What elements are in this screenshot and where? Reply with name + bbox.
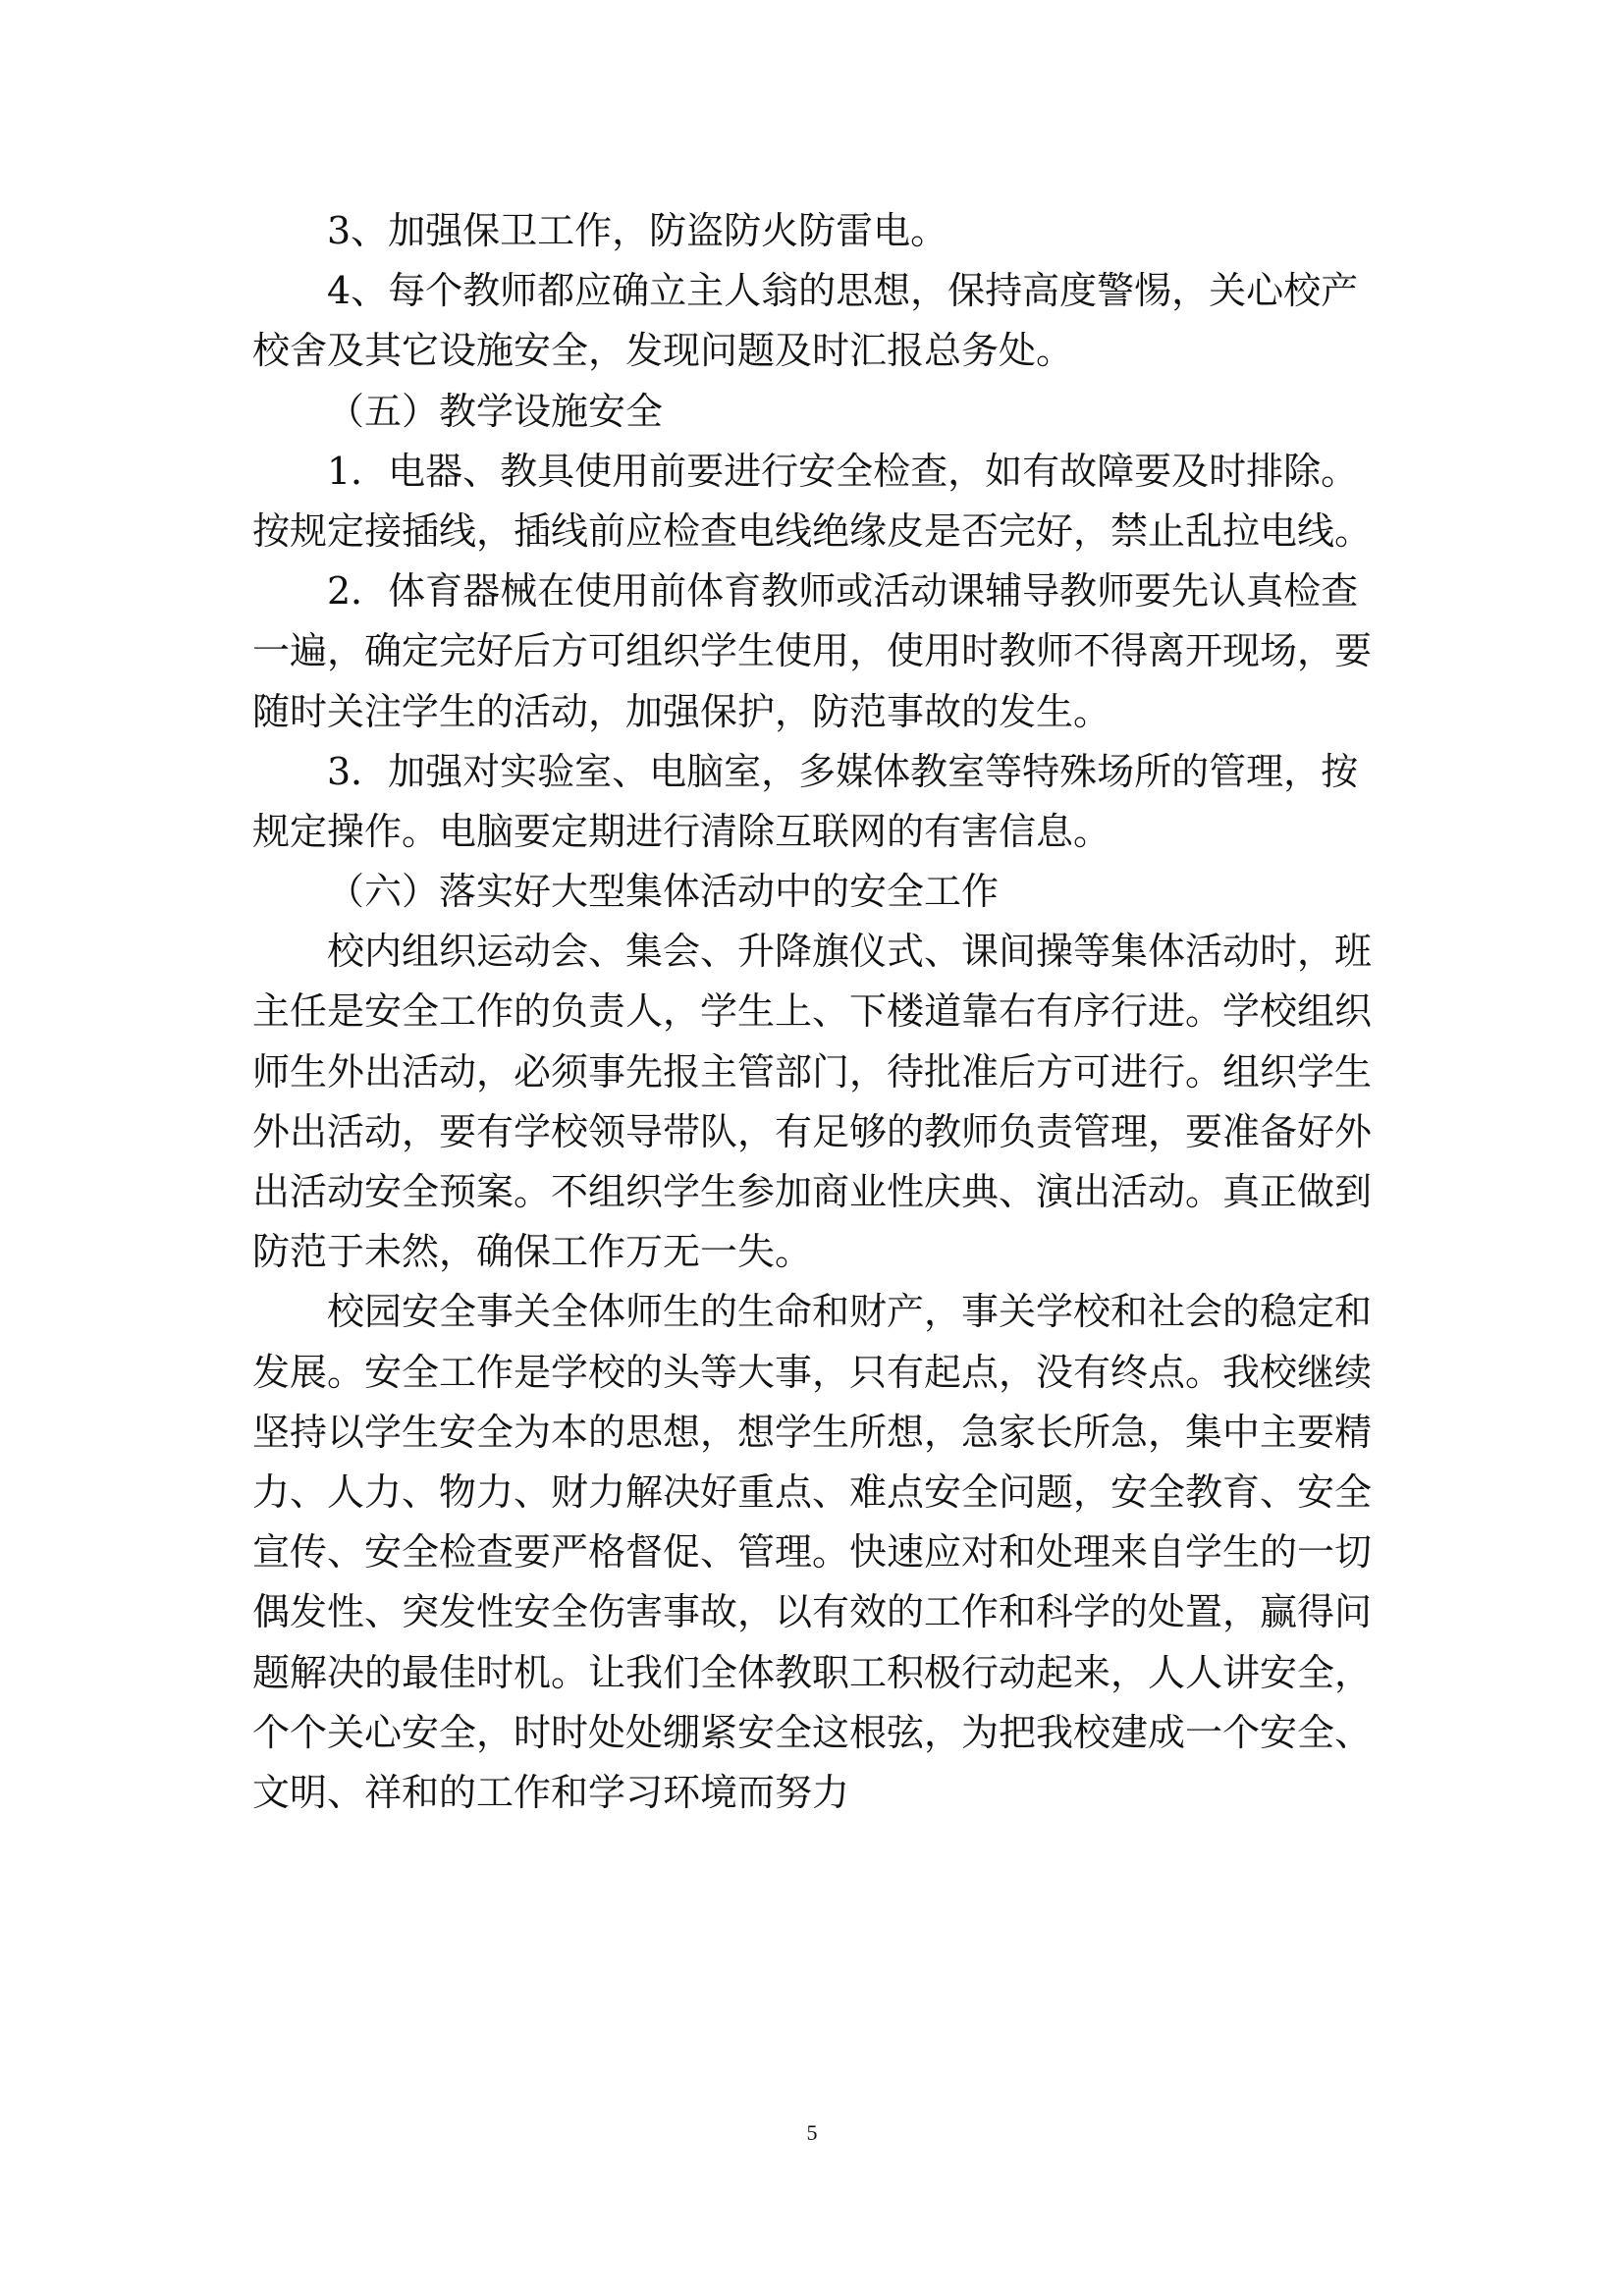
text-line: 师生外出活动，必须事先报主管部门，待批准后方可进行。组织学生: [252, 1049, 1373, 1094]
text-line: 3．加强对实验室、电脑室，多媒体教室等特殊场所的管理，按: [327, 749, 1359, 793]
text-line: 坚持以学生安全为本的思想，想学生所想，急家长所急，集中主要精: [252, 1410, 1373, 1454]
text-line: 校园安全事关全体师生的生命和财产，事关学校和社会的稳定和: [327, 1290, 1373, 1334]
text-line: 一遍，确定完好后方可组织学生使用，使用时教师不得离开现场，要: [252, 629, 1373, 673]
section-heading: （六）落实好大型集体活动中的安全工作: [327, 870, 1000, 914]
text-line: 4、每个教师都应确立主人翁的思想，保持高度警惕，关心校产: [327, 269, 1359, 313]
text-line: 偶发性、突发性安全伤害事故，以有效的工作和科学的处置，赢得问: [252, 1590, 1373, 1634]
text-line: 发展。安全工作是学校的头等大事，只有起点，没有终点。我校继续: [252, 1350, 1373, 1394]
text-line: 主任是安全工作的负责人，学生上、下楼道靠右有序行进。学校组织: [252, 989, 1373, 1034]
text-line: 1．电器、教具使用前要进行安全检查，如有故障要及时排除。: [327, 449, 1359, 493]
text-line: 按规定接插线，插线前应检查电线绝缘皮是否完好，禁止乱拉电线。: [252, 508, 1373, 553]
text-line: 出活动安全预案。不组织学生参加商业性庆典、演出活动。真正做到: [252, 1170, 1373, 1213]
text-line: 规定操作。电脑要定期进行清除互联网的有害信息。: [252, 809, 1111, 853]
text-line: 文明、祥和的工作和学习环境而努力: [252, 1770, 850, 1814]
text-line: 防范于未然，确保工作万无一失。: [252, 1230, 813, 1274]
text-line: 随时关注学生的活动，加强保护，防范事故的发生。: [252, 689, 1111, 733]
text-line: 个个关心安全，时时处处绷紧安全这根弦，为把我校建成一个安全、: [252, 1710, 1373, 1754]
text-line: 校舍及其它设施安全，发现问题及时汇报总务处。: [252, 329, 1074, 373]
text-line: 校内组织运动会、集会、升降旗仪式、课间操等集体活动时，班: [327, 930, 1373, 974]
text-line: 力、人力、物力、财力解决好重点、难点安全问题，安全教育、安全: [252, 1469, 1373, 1514]
text-line: 2．体育器械在使用前体育教师或活动课辅导教师要先认真检查: [327, 569, 1359, 614]
document-body: [252, 201, 1381, 1823]
text-line: 3、加强保卫工作，防盗防火防雷电。: [327, 209, 948, 252]
text-line: 外出活动，要有学校领导带队，有足够的教师负责管理，要准备好外: [252, 1109, 1373, 1153]
section-heading: （五）教学设施安全: [327, 389, 664, 433]
page-number: 5: [806, 2120, 818, 2145]
text-line: 题解决的最佳时机。让我们全体教职工积极行动起来，人人讲安全，: [252, 1650, 1373, 1694]
text-line: 宣传、安全检查要严格督促、管理。快速应对和处理来自学生的一切: [252, 1530, 1373, 1575]
